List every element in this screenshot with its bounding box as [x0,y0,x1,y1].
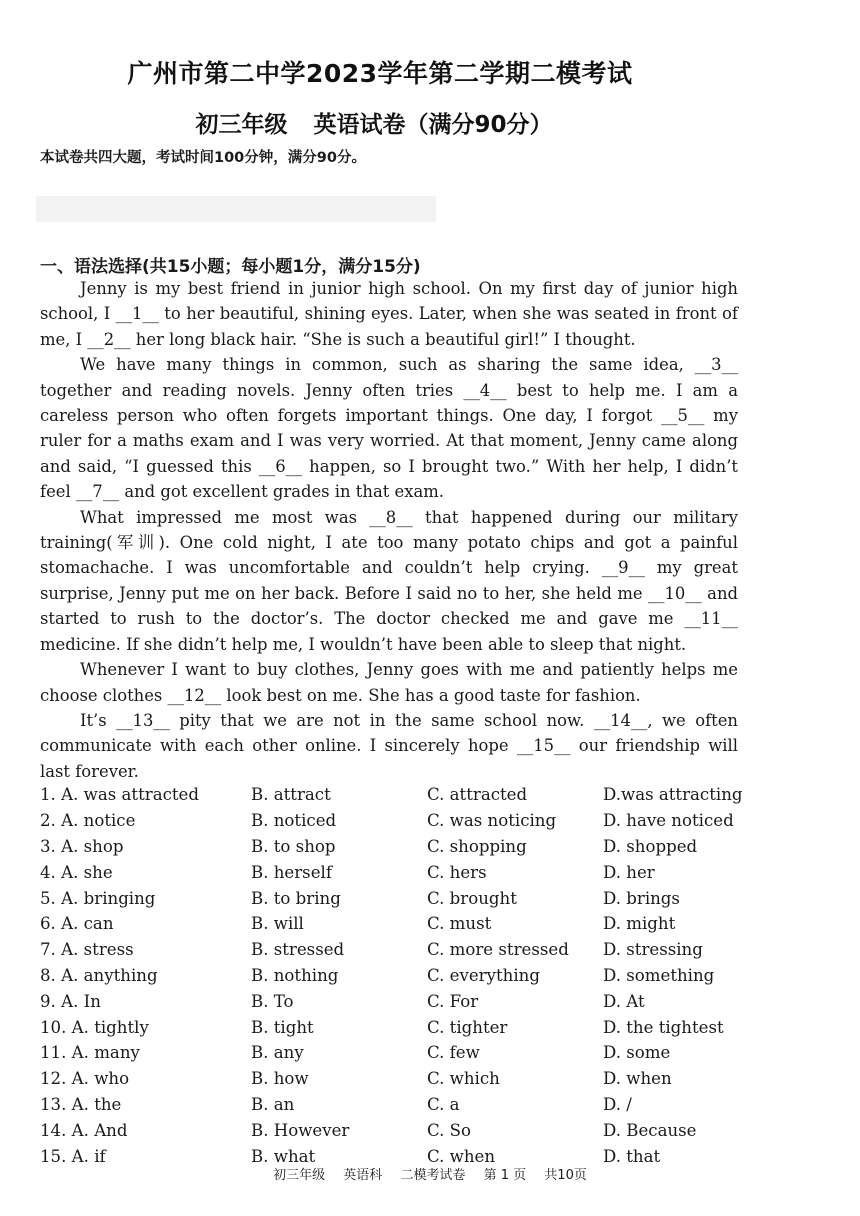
option-d: D. Because [603,1120,697,1140]
footer-exam: 二模考试卷 [400,1168,466,1183]
option-c: C. hers [427,862,487,882]
reading-passage [40,276,738,784]
option-c: C. a [427,1094,460,1114]
option-row [40,911,760,937]
option-c: C. must [427,914,492,934]
option-b: B. an [251,1094,295,1114]
exam-title: 广州市第二中学2023学年第二学期二模考试 [127,59,633,88]
option-b: B. nothing [251,965,339,985]
option-row [40,988,760,1014]
answer-options [40,782,760,1169]
option-c: C. shopping [427,836,527,856]
option-d: D. that [603,1146,661,1166]
option-b: B. stressed [251,940,345,960]
option-d: D. the tightest [603,1017,724,1037]
option-row [40,1040,760,1066]
option-a: 14. A. And [40,1120,128,1140]
option-c: C. few [427,1043,480,1063]
option-row [40,885,760,911]
option-c: C. brought [427,888,517,908]
page-footer [0,1164,860,1183]
option-row [40,859,760,885]
option-row [40,1092,760,1118]
option-a: 15. A. if [40,1146,106,1166]
option-a: 11. A. many [40,1043,140,1063]
option-d: D. something [603,965,715,985]
section-heading: 一、语法选择(共15小题；每小题1分，满分15分) [40,257,421,277]
option-b: B. to shop [251,836,336,856]
footer-total: 共10页 [544,1168,587,1183]
option-b: B. attract [251,785,331,805]
exam-note: 本试卷共四大题，考试时间100分钟，满分90分。 [40,150,366,166]
option-d: D. might [603,914,676,934]
option-c: C. attracted [427,785,528,805]
option-d: D. brings [603,888,680,908]
grade-label: 初三年级 [195,112,288,138]
option-c: C. everything [427,965,540,985]
passage-paragraph: We have many things in common, such as sharing the same idea, __3__ together and reading novels. Jenny often tries __4__ best to help me. I am a careless person who often forgets important things. One day, I forgot __5__ my ruler for a maths exam and I was very worried. At that moment, Jenny came along and said, “I guessed this __6__ happen, so I brought two.” With her help, I didn’t feel __7__ and got excellent grades in that exam. [40,355,738,502]
option-b: B. to bring [251,888,341,908]
option-c: C. when [427,1146,496,1166]
option-b: B. herself [251,862,332,882]
option-d: D. have noticed [603,811,734,831]
option-a: 8. A. anything [40,965,158,985]
option-a: 6. A. can [40,914,114,934]
option-row [40,1117,760,1143]
option-row [40,1066,760,1092]
option-row [40,1014,760,1040]
option-b: B. how [251,1069,309,1089]
option-c: C. which [427,1069,500,1089]
option-a: 4. A. she [40,862,113,882]
option-a: 2. A. notice [40,811,136,831]
option-d: D.was attracting [603,785,743,805]
option-d: D. At [603,991,645,1011]
option-a: 3. A. shop [40,836,124,856]
option-a: 13. A. the [40,1094,122,1114]
footer-grade: 初三年级 [273,1168,326,1183]
option-row [40,782,760,808]
option-row [40,963,760,989]
blurred-region [36,196,436,222]
option-b: B. noticed [251,811,337,831]
option-c: C. So [427,1120,472,1140]
option-d: D. / [603,1094,632,1114]
option-a: 1. A. was attracted [40,785,199,805]
option-row [40,808,760,834]
passage-paragraph: Jenny is my best friend in junior high school. On my first day of junior high school, I __1__ to her beautiful, shining eyes. Later, when she was seated in front of me, I __2__ her long black hair. “She is such a beautiful girl!” I thought. [40,279,738,349]
passage-paragraph: What impressed me most was __8__ that happened during our military training(军训). One cold night, I ate too many potato chips and got a painful stomachache. I was uncomfortable and couldn’t help crying. __9__ my great surprise, Jenny put me on her back. Before I said no to her, she held me __10__ and started to rush to the doctor’s. The doctor checked me and gave me __11__ medicine. If she didn’t help me, I wouldn’t have been able to sleep that night. [40,507,738,654]
option-c: C. For [427,991,479,1011]
option-b: B. tight [251,1017,314,1037]
option-a: 12. A. who [40,1069,130,1089]
option-row [40,937,760,963]
footer-page: 第 1 页 [483,1168,527,1183]
option-a: 7. A. stress [40,940,134,960]
exam-subtitle [0,106,804,139]
option-b: B. what [251,1146,316,1166]
option-row [40,834,760,860]
option-b: B. will [251,914,304,934]
option-b: B. However [251,1120,350,1140]
option-b: B. any [251,1043,304,1063]
option-c: C. tighter [427,1017,508,1037]
passage-paragraph: Whenever I want to buy clothes, Jenny goes with me and patiently helps me choose clothes __12__ look best on me. She has a good taste for fashion. [40,660,738,705]
subject-label: 英语试卷（满分90分） [313,112,553,138]
option-b: B. To [251,991,294,1011]
option-d: D. her [603,862,655,882]
option-d: D. when [603,1069,672,1089]
option-c: C. was noticing [427,811,557,831]
option-d: D. stressing [603,940,703,960]
option-a: 5. A. bringing [40,888,156,908]
passage-paragraph: It’s __13__ pity that we are not in the same school now. __14__, we often communicate with each other online. I sincerely hope __15__ our friendship will last forever. [40,710,738,781]
option-a: 9. A. In [40,991,101,1011]
footer-subject: 英语科 [343,1168,383,1183]
option-a: 10. A. tightly [40,1017,149,1037]
option-c: C. more stressed [427,940,569,960]
option-d: D. shopped [603,836,698,856]
option-d: D. some [603,1043,671,1063]
